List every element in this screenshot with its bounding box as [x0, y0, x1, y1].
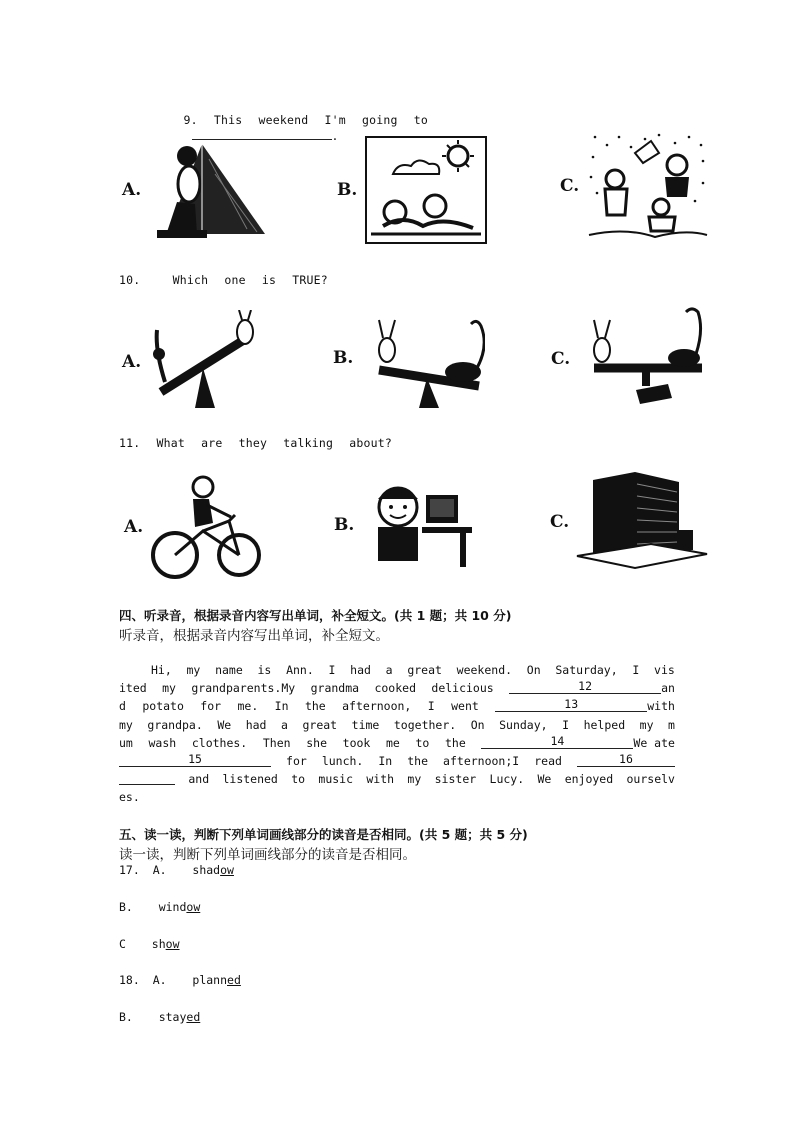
blank-group: [577, 752, 675, 770]
passage-word: Saturday,: [555, 663, 618, 677]
passage-word: um: [119, 735, 133, 750]
passage-line: [119, 661, 675, 679]
q10-option-b[interactable]: B.: [333, 306, 485, 410]
passage-word: grandpa.: [147, 717, 203, 732]
item-label: B.: [119, 1010, 159, 1024]
item-label: 17. A.: [119, 863, 193, 877]
girl-computer-icon: [360, 481, 474, 569]
section-5-instruction: 读一读，判断下列单词画线部分的读音是否相同。: [119, 847, 416, 863]
passage-word: potato: [142, 699, 184, 714]
passage-word: had: [350, 663, 371, 677]
passage-line: [119, 697, 675, 715]
question-11: 11. What are they talking about?: [119, 436, 392, 450]
phonics-item: [119, 937, 180, 951]
passage-word: she: [306, 735, 327, 750]
passage-word: afternoon;I: [443, 754, 520, 769]
q9-option-c[interactable]: C.: [560, 131, 711, 241]
seesaw-rabbit-up-icon: [147, 310, 267, 414]
blank-group: [495, 697, 675, 715]
passage-word: me: [385, 735, 400, 750]
passage-word: read: [534, 754, 562, 769]
passage-line: [119, 734, 675, 752]
passage-word: In: [378, 754, 393, 769]
seesaw-level-icon: [576, 306, 706, 412]
passage-word: We: [537, 772, 552, 787]
passage-word: together.: [393, 717, 457, 732]
q9-option-b[interactable]: B.: [337, 134, 489, 246]
question-9: 9. This weekend I'm going to .: [183, 113, 428, 143]
passage-word: m: [668, 717, 675, 732]
item-word: plann: [192, 973, 228, 987]
blank-group: [481, 734, 675, 752]
phonics-item: [119, 863, 234, 877]
underlined-letters: ow: [186, 900, 201, 914]
passage-word: lunch.: [321, 754, 364, 769]
item-label: C: [119, 937, 152, 951]
camping-tent-icon: [147, 134, 277, 246]
passage-word: weekend.: [456, 663, 513, 677]
passage-word: d: [119, 699, 126, 714]
passage-word: grandma: [310, 681, 360, 696]
answer-blank-12[interactable]: 12: [509, 679, 661, 694]
passage-word: my: [119, 717, 133, 732]
passage-word: for: [200, 699, 222, 714]
passage-word: Then: [262, 735, 291, 750]
passage-line: [119, 752, 675, 770]
passage-word: time: [351, 717, 380, 732]
passage-word: music: [318, 772, 354, 787]
q10-option-c[interactable]: C.: [551, 306, 706, 412]
passage-word: vis: [654, 663, 675, 677]
item-word: shad: [192, 863, 221, 877]
item-label: 18. A.: [119, 973, 193, 987]
passage-word: ited: [119, 681, 147, 696]
rainy-day-kids-icon: [585, 131, 711, 241]
underlined-letters: ed: [227, 973, 241, 987]
passage-word: wash: [148, 735, 177, 750]
passage-word: On: [470, 717, 485, 732]
passage-word: to: [291, 772, 306, 787]
passage-word: I: [632, 663, 640, 677]
passage-word: great: [407, 663, 442, 677]
item-word: sh: [151, 937, 166, 951]
passage-word: grandparents.My: [191, 681, 296, 696]
office-building-icon: [575, 470, 709, 574]
passage-word: Hi,: [151, 663, 172, 677]
passage-word: sister: [434, 772, 477, 787]
passage-word: Sunday,: [499, 717, 548, 732]
phonics-item: [119, 1010, 200, 1024]
passage-word: In: [274, 699, 289, 714]
passage-word: I: [328, 663, 336, 677]
passage-word: and: [188, 772, 210, 787]
item-label: B.: [119, 900, 159, 914]
passage-word: name: [215, 663, 243, 677]
answer-blank-15[interactable]: 15: [119, 752, 271, 767]
passage-word: delicious: [431, 681, 494, 696]
passage-line: [119, 770, 675, 788]
passage-word: great: [302, 717, 338, 732]
passage-line: [119, 788, 675, 806]
q11-option-c[interactable]: C.: [550, 470, 709, 574]
passage-word: I: [562, 717, 570, 732]
passage-word: is: [257, 663, 272, 677]
answer-blank-16[interactable]: 16: [577, 752, 675, 767]
question-10: 10. Which one is TRUE?: [119, 273, 328, 287]
passage-word: helped: [583, 717, 626, 732]
q9-option-a[interactable]: A.: [122, 134, 277, 246]
passage-word: afternoon,: [342, 699, 412, 714]
passage-word: On: [526, 663, 541, 677]
section-5-heading: 五、读一读，判断下列单词画线部分的读音是否相同。(共 5 题；共 5 分): [119, 827, 528, 842]
blank-group: [509, 679, 675, 697]
passage-word: my: [639, 717, 654, 732]
bicycle-boy-icon: [149, 471, 265, 583]
phonics-item: [119, 900, 200, 914]
passage-word: enjoyed: [564, 772, 614, 787]
passage-word: my: [186, 663, 201, 677]
underlined-letters: ow: [220, 863, 234, 877]
passage-word: to: [415, 735, 430, 750]
passage-word: a: [281, 717, 288, 732]
passage-word: the: [407, 754, 429, 769]
passage-word: me.: [237, 699, 259, 714]
passage-word: We ate: [633, 735, 675, 750]
passage-word: cooked: [374, 681, 416, 696]
q11-option-a[interactable]: A.: [124, 471, 265, 583]
answer-blank-16-continued[interactable]: [119, 770, 175, 785]
passage-word: We: [217, 717, 232, 732]
passage-line: [119, 679, 675, 697]
section-4-heading: 四、听录音，根据录音内容写出单词，补全短文。(共 1 题；共 10 分): [119, 608, 512, 623]
passage-word: clothes.: [191, 735, 248, 750]
question-9-text: 9. This weekend I'm going to: [183, 113, 428, 127]
item-word: stay: [158, 1010, 187, 1024]
item-word: wind: [158, 900, 187, 914]
passage-word: with: [647, 699, 675, 714]
passage-word: had: [245, 717, 267, 732]
q11-option-b[interactable]: B.: [334, 481, 474, 569]
underlined-letters: ed: [186, 1010, 201, 1024]
passage-word: for: [286, 754, 307, 769]
passage-word: with: [366, 772, 395, 787]
passage-word: went: [451, 699, 479, 714]
answer-blank-13[interactable]: 13: [495, 697, 647, 712]
passage-word: an: [661, 681, 675, 696]
underlined-letters: ow: [165, 937, 180, 951]
passage-line: [119, 716, 675, 734]
passage-word: my: [407, 772, 422, 787]
passage-word: a: [385, 663, 393, 677]
passage-word: the: [444, 735, 466, 750]
passage-word: listened: [222, 772, 278, 787]
cloze-passage: [119, 661, 675, 807]
passage-word: Ann.: [286, 663, 314, 677]
answer-blank-14[interactable]: 14: [481, 734, 633, 749]
passage-word: I: [427, 699, 435, 714]
q10-option-a[interactable]: A.: [122, 310, 267, 414]
passage-word: my: [162, 681, 176, 696]
sunny-park-kids-icon: [363, 134, 489, 246]
passage-word: took: [342, 735, 371, 750]
phonics-item: [119, 973, 241, 987]
passage-word: Lucy.: [489, 772, 525, 787]
passage-word: ourselv: [626, 772, 675, 787]
passage-word: es.: [119, 790, 140, 805]
section-4-instruction: 听录音，根据录音内容写出单词，补全短文。: [119, 628, 389, 644]
passage-word: the: [304, 699, 326, 714]
seesaw-cat-heavy-icon: [359, 306, 485, 410]
